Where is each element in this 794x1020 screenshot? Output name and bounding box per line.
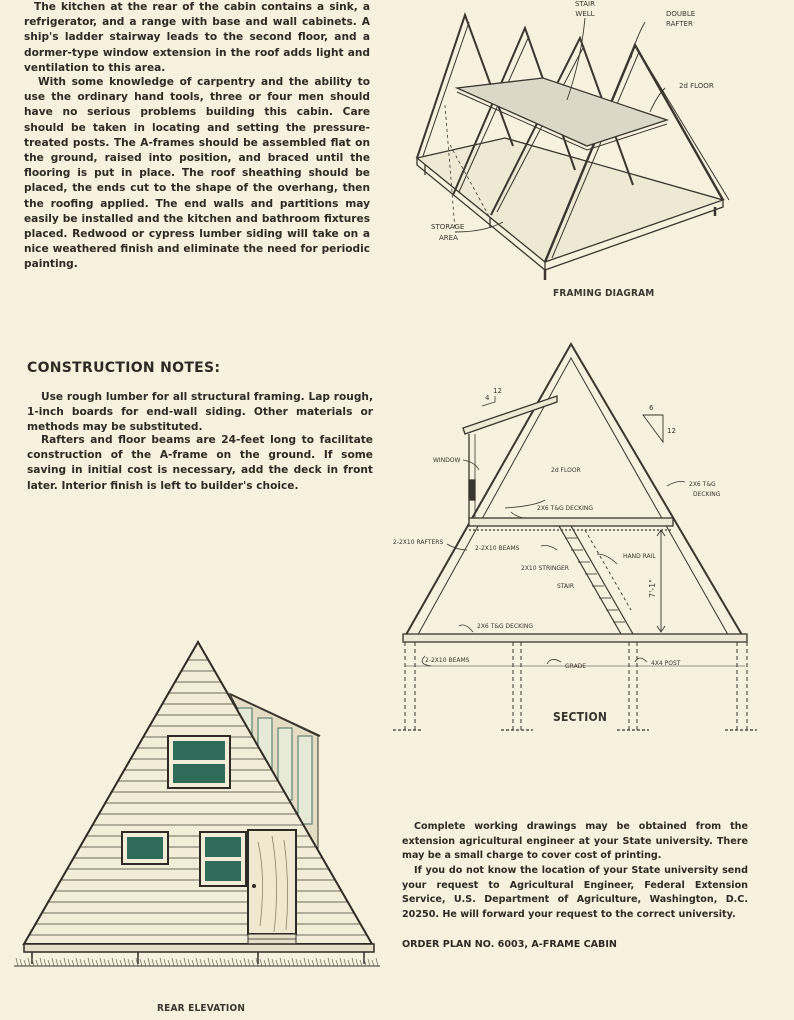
construction-notes-paragraph-1: Use rough lumber for all structural framing. Lap rough, 1-inch boards for end-wall siding. Other materials or methods may be substituted. [27,391,373,434]
section-caption: SECTION [553,710,608,724]
section-label-rafters: 2-2X10 RAFTERS [393,539,444,546]
construction-notes-paragraph-2: Rafters and floor beams are 24-feet long to facilitate construction of the A-frame on the ground. If some saving in initial cost is necessary, add the deck in front later. Interior finish is left to builder's choice. [27,434,373,492]
framing-diagram-caption: FRAMING DIAGRAM [553,288,655,299]
section-label-decking-mid: 2X6 T&G DECKING [537,505,593,512]
section-pitch-roof-rise: 6 [649,404,654,412]
section-drawing [385,340,780,740]
ordering-paragraph-1: Complete working drawings may be obtained from the extension agricultural engineer at your State university. There may be a small charge to cover cost of printing. [402,821,748,862]
label-storage-area-1: STORAGE [431,223,465,231]
rear-elevation-caption: REAR ELEVATION [157,1003,246,1014]
section-label-decking-lower: 2X6 T&G DECKING [477,623,533,630]
label-storage-area-2: AREA [439,234,458,242]
label-second-floor: 2d FLOOR [679,82,714,90]
label-double-rafter-1: DOUBLE [666,10,696,18]
label-stair-well-1: STAIR [575,0,595,8]
intro-paragraph-1: The kitchen at the rear of the cabin contains a sink, a refrigerator, and a range with base and wall cabinets. A ship's ladder stairway leads to the second floor, and a dormer-type window extension in the roof adds light and ventilation to this area. [24,1,370,74]
section-pitch-dormer-rise: 4 [485,394,490,402]
label-stair-well-2: WELL [575,10,595,18]
section-label-window: WINDOW [433,457,461,464]
section-pitch-roof-run: 12 [667,427,676,435]
section-label-beams-upper: 2-2X10 BEAMS [475,545,520,552]
section-label-decking-upper-1: 2X6 T&G [689,481,716,488]
section-label-hand-rail: HAND RAIL [623,553,656,560]
section-pitch-dormer-run: 12 [493,387,502,395]
framing-diagram [395,0,735,280]
rear-elevation-drawing [10,636,382,976]
ordering-paragraph-2: If you do not know the location of your State university send your request to Agricultural Engineer, Federal Extension Service, U.S. Department of Agriculture, Washington, D.C. 20250. He will forward your request to the correct university. [402,865,748,920]
order-plan-line: ORDER PLAN NO. 6003, A-FRAME CABIN [402,939,617,950]
section-label-height: 7'-1" [648,579,657,598]
small-window [122,832,168,864]
rear-door [248,830,296,944]
label-double-rafter-2: RAFTER [666,20,693,28]
construction-notes-heading: CONSTRUCTION NOTES: [27,360,221,376]
section-label-stair: STAIR [557,583,575,590]
section-label-second-floor: 2d FLOOR [551,467,581,474]
intro-paragraph-2: With some knowledge of carpentry and the ability to use the ordinary hand tools, three or four men should have no serious problems building this cabin. Care should be taken in locating and setting the pressure-treated posts. The A-frames should be assembled flat on the ground, raised into position, and braced until the flooring is put in place. The roof sheathing should be placed, the ends cut to the shape of the overhang, then the roofing applied. The end walls and partitions may easily be installed and the kitchen and bathroom fixtures placed. Redwood or cypress lumber siding will take on a nice weathered finish and eliminate the need for periodic painting. [24,76,370,271]
section-label-post: 4X4 POST [651,660,681,667]
upper-window [168,736,230,788]
section-label-decking-upper-2: DECKING [693,491,721,498]
lower-window [200,832,246,886]
section-label-grade: GRADE [565,663,587,670]
section-label-stringer: 2X10 STRINGER [521,565,569,572]
section-label-beams-lower: 2-2X10 BEAMS [425,657,470,664]
